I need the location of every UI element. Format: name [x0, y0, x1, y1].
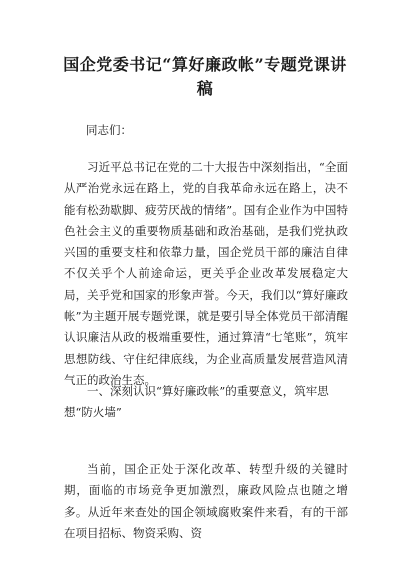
paragraph-section-1: 当前，国企正处于深化改革、转型升级的关键时期，面临的市场竞争更加激烈，廉政风险点也随之增多。从近年来查处的国企领域腐败案件来看，有的干部在项目招标、物资采购、资 — [64, 462, 348, 540]
document-title: 国企党委书记“算好廉政帐”专题党课讲稿 — [63, 55, 347, 98]
section-heading-1: 一、深刻认识“算好廉政帐”的重要意义，筑牢思想“防火墙” — [64, 384, 329, 420]
greeting: 同志们： — [86, 123, 132, 137]
paragraph-intro: 习近平总书记在党的二十大报告中深刻指出，“全面从严治党永远在路上，党的自我革命永远在路上，决不能有松劲歇脚、疲劳厌战的情绪”。国有企业作为中国特色社会主义的重要物质基础和政治基础，是我们党执政兴国的重要支柱和依靠力量，国企党员干部的廉洁自律不仅关乎个人前途命运，更关乎企业改革发展稳定大局，关乎党和国家的形象声誉。今天，我们以“算好廉政帐”为主题开展专题党课，就是要引导全体党员干部清醒认识廉洁从政的极端重要性，通过算清“七笔账”，筑牢思想防线、守住纪律底线，为企业高质量发展营造风清气正的政治生态。 — [64, 160, 348, 387]
